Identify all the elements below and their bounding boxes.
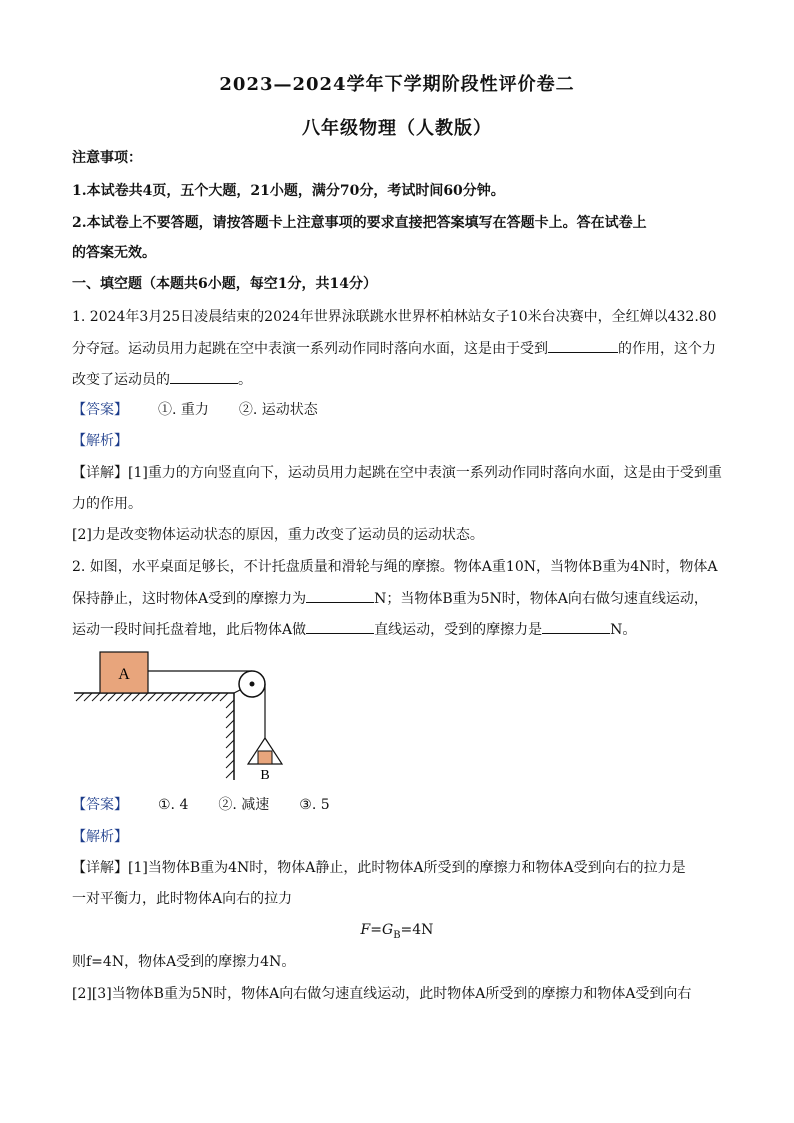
q1-answer-1: ①. 重力 — [158, 402, 209, 418]
block-a-label: A — [118, 666, 130, 683]
q2-blank-3 — [542, 619, 610, 634]
q2-analysis-tag: 【解析】 — [72, 829, 128, 845]
q2-line-3 — [72, 619, 636, 640]
edge-hatching — [226, 700, 234, 778]
q2-formula-end: =4N — [400, 922, 434, 938]
q1-line-3 — [72, 369, 252, 390]
q1-line-1: 1. 2024年3月25日凌晨结束的2024年世界泳联跳水世界杯柏林站女子10米台决赛中，全红婵以432.80 — [72, 309, 717, 325]
q2-formula-sub: B — [393, 929, 401, 941]
pulley-diagram — [72, 648, 292, 783]
q1-blank-2 — [170, 369, 238, 384]
exam-title: 2023—2024学年下学期阶段性评价卷二 — [219, 74, 575, 95]
notice-item-2: 2.本试卷上不要答题，请按答题卡上注意事项的要求直接把答案填写在答题卡上。答在试卷上 — [72, 215, 647, 231]
detail-tag: 【详解】 — [72, 465, 128, 481]
q2-detail-1 — [72, 858, 686, 878]
answer-tag: 【答案】 — [72, 402, 128, 418]
q1-analysis-tag: 【解析】 — [72, 433, 128, 449]
q2-text-2b: N；当物体B重为5N时，物体A向右做匀速直线运动， — [374, 591, 708, 607]
q1-detail-1 — [72, 463, 722, 483]
q2-detail-2: 一对平衡力，此时物体A向右的拉力 — [72, 891, 293, 907]
q2-text-3b: 直线运动，受到的摩擦力是 — [374, 622, 543, 638]
q1-detail-3: [2]力是改变物体运动状态的原因，重力改变了运动员的运动状态。 — [72, 527, 484, 543]
q2-answer-1: ①. 4 — [158, 797, 189, 813]
q1-answer — [72, 400, 318, 420]
table-hatching — [76, 693, 228, 701]
q1-text-3b: 。 — [238, 372, 252, 388]
q2-line-1: 2. 如图，水平桌面足够长，不计托盘质量和滑轮与绳的摩擦。物体A重10N，当物体B重为4N时，物体A — [72, 559, 718, 575]
q2-detail-3: 则f=4N，物体A受到的摩擦力4N。 — [72, 954, 296, 970]
q2-text-3c: N。 — [610, 622, 637, 638]
q1-detail-1-text: [1]重力的方向竖直向下，运动员用力起跳在空中表演一系列动作同时落向水面，这是由于受到重 — [128, 465, 722, 481]
notice-heading: 注意事项： — [72, 150, 142, 166]
notice-item-1: 1.本试卷共4页，五个大题，21小题，满分70分，考试时间60分钟。 — [72, 183, 505, 199]
q2-answer-2: ②. 减速 — [218, 797, 270, 813]
q1-line-2 — [72, 338, 716, 359]
q2-text-2a: 保持静止，这时物体A受到的摩擦力为 — [72, 591, 307, 607]
answer-tag: 【答案】 — [72, 797, 128, 813]
q1-text-2b: 的作用，这个力 — [618, 341, 716, 357]
pulley-axle — [250, 682, 255, 687]
detail-tag: 【详解】 — [72, 860, 128, 876]
q2-formula — [0, 920, 794, 946]
q2-detail-4: [2][3]当物体B重为5N时，物体A向右做匀速直线运动，此时物体A所受到的摩擦力和物体A受到向右 — [72, 986, 692, 1002]
q1-blank-1 — [548, 338, 618, 353]
q2-answer — [72, 795, 330, 815]
exam-subtitle: 八年级物理（人教版） — [302, 118, 492, 139]
block-b — [258, 751, 272, 764]
notice-item-2-cont: 的答案无效。 — [72, 245, 156, 261]
block-b-label: B — [260, 768, 270, 783]
q2-blank-1 — [306, 588, 374, 603]
q1-text-3a: 改变了运动员的 — [72, 372, 170, 388]
q1-text-2a: 分夺冠。运动员用力起跳在空中表演一系列动作同时落向水面，这是由于受到 — [72, 341, 548, 357]
q1-detail-2: 力的作用。 — [72, 496, 142, 512]
q2-blank-2 — [306, 619, 374, 634]
q2-text-3a: 运动一段时间托盘着地，此后物体A做 — [72, 622, 307, 638]
q2-line-2 — [72, 588, 708, 609]
section-1-title: 一、填空题（本题共6小题，每空1分，共14分） — [72, 276, 377, 292]
q1-answer-2: ②. 运动状态 — [238, 402, 318, 418]
q2-answer-3: ③. 5 — [299, 797, 330, 813]
q2-formula-main: F=G — [360, 922, 394, 938]
q2-detail-1-text: [1]当物体B重为4N时，物体A静止，此时物体A所受到的摩擦力和物体A受到向右的拉力是 — [128, 860, 686, 876]
